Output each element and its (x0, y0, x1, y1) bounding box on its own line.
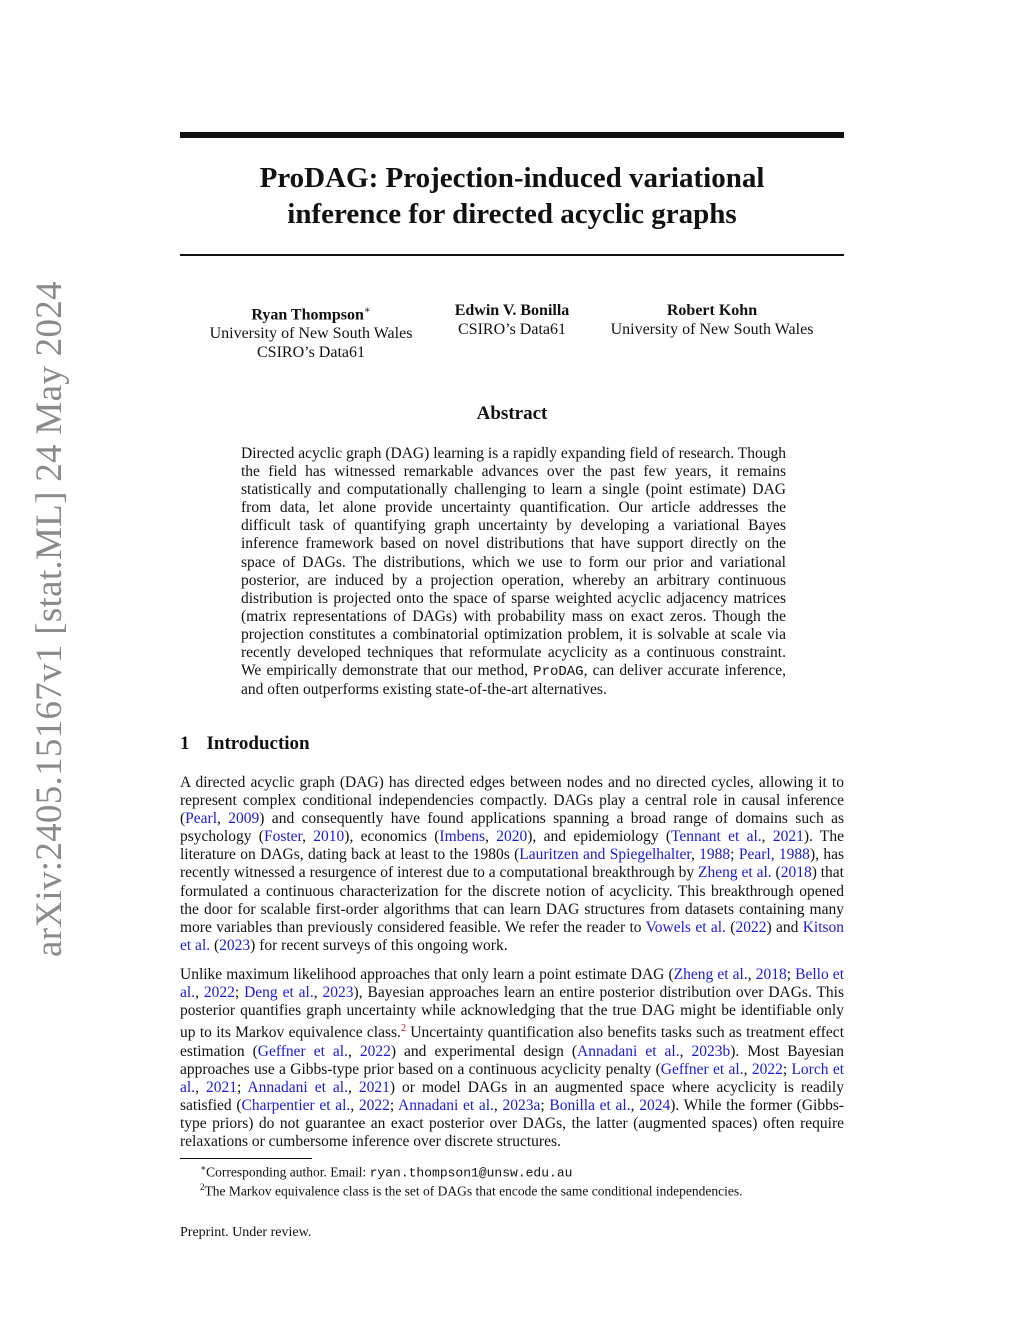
footnote-mark: 2 (200, 1182, 205, 1192)
citation-link[interactable]: 2022 (359, 1042, 391, 1060)
section-number: 1 (180, 733, 190, 754)
method-name: ProDAG (533, 664, 584, 681)
footnote-mark: ∗ (200, 1163, 207, 1173)
citation-link[interactable]: Geffner et al. (660, 1060, 744, 1078)
citation-link[interactable]: 2022 (203, 984, 235, 1002)
citation-link[interactable]: 2021 (205, 1078, 237, 1096)
citation-link[interactable]: Imbens (439, 828, 486, 846)
title-bottom-rule (180, 254, 844, 256)
citation-link[interactable]: 2024 (639, 1096, 671, 1114)
title-line-1: ProDAG: Projection-induced variational (259, 162, 765, 194)
author-name: Robert Kohn (666, 302, 758, 319)
citation-link[interactable]: 2018 (755, 966, 787, 983)
author-block-3 (597, 301, 827, 339)
abstract-heading: Abstract (476, 403, 548, 424)
paper-title (180, 160, 844, 232)
citation-link[interactable]: Pearl, 1988 (738, 846, 810, 864)
author-affiliation: CSIRO’s Data61 (257, 344, 365, 362)
title-top-rule (180, 132, 844, 138)
citation-link[interactable]: 2023b (691, 1042, 731, 1060)
citation-link[interactable]: 2022 (735, 918, 767, 936)
author-block-1 (196, 301, 426, 362)
citation-link[interactable]: Annadani et al. (398, 1096, 494, 1114)
footnote-rule (180, 1158, 312, 1159)
citation-link[interactable]: Bello et al. (180, 966, 844, 1002)
citation-link[interactable]: Lorch et al. (180, 1060, 845, 1096)
intro-paragraph-1: A directed acyclic graph (DAG) has directed edges between nodes and no directed cycles, allowing it to represent complex conditional independencies compactly. DAGs play a central role in causal inference (Pearl, 2009) and consequently have found applications spanning a broad range of domains such as psychology (Foster, 2010), economics (Imbens, 2020), and epidemiology (Tennant et al., 2021). The literature on DAGs, dating back at least to the 1980s (Lauritzen and Spiegelhalter, 1988; Pearl, 1988), has recently witnessed a resurgence of interest due to a computational breakthrough by Zheng et al. (2018) that formulated a continuous characterization for the discrete notion of acyclicity. This breakthrough opened the door for scalable first-order algorithms that can learn DAG structures from datasets containing many more variables than previously considered feasible. We refer the reader to Vowels et al. (2022) and Kitson et al. (2023) for recent surveys of this ongoing work. (180, 774, 845, 954)
citation-link[interactable]: 2022 (751, 1060, 783, 1078)
citation-link[interactable]: 2021 (358, 1078, 390, 1096)
citation-link[interactable]: Kitson et al. (180, 918, 845, 954)
section-heading-introduction (180, 733, 310, 755)
citation-link[interactable]: Vowels et al. (645, 918, 726, 936)
citation-link[interactable]: 1988 (699, 846, 731, 864)
arxiv-identifier-stamp: arXiv:2405.15167v1 [stat.ML] 24 May 2024 (29, 281, 70, 957)
footnote-1: ∗Corresponding author. Email: ryan.thompson1@unsw.edu.au (200, 1163, 573, 1181)
citation-link[interactable]: Annadani et al. (247, 1078, 348, 1096)
intro-paragraph-2: Unlike maximum likelihood approaches that only learn a point estimate DAG (Zheng et al., 2018; Bello et al., 2022; Deng et al., 2023), Bayesian approaches learn an entire posterior distribution over DAGs. This posterior quantifies graph uncertainty while acknowledging that the true DAG might be identifiable only up to its Markov equivalence class.$^2$ Uncertainty quantification also benefits tasks such as treatment effect estimation (Geffner et al., 2022) and experimental design (Annadani et al., 2023b). Most Bayesian approaches use a Gibbs-type prior based on a continuous acyclicity penalty (Geffner et al., 2022; Lorch et al., 2021; Annadani et al., 2021) or model DAGs in an augmented space where acyclicity is readily satisfied (Charpentier et al., 2022; Annadani et al., 2023a; Bonilla et al., 2024). While the former (Gibbs-type priors) do not guarantee an exact posterior over DAGs, the latter (augmented spaces) often require relaxations or cumbersome inference over discrete structures. (180, 966, 845, 1150)
citation-link[interactable]: Zheng et al. (673, 966, 748, 983)
citation-link[interactable]: Pearl (185, 810, 218, 828)
citation-link[interactable]: Tennant et al. (671, 828, 762, 846)
section-title: Introduction (206, 733, 310, 754)
citation-link[interactable]: 2018 (780, 864, 812, 882)
citation-link[interactable]: Annadani et al. (577, 1042, 680, 1060)
title-line-2: inference for directed acyclic graphs (287, 198, 737, 230)
citation-link[interactable]: Charpentier et al. (241, 1096, 351, 1114)
author-name: Ryan Thompson∗ (251, 305, 371, 324)
citation-link[interactable]: 2023 (219, 936, 251, 954)
citation-link[interactable]: Deng et al. (244, 984, 314, 1002)
citation-link[interactable]: Bonilla et al. (549, 1096, 631, 1114)
author-affiliation: University of New South Wales (610, 321, 814, 338)
author-affiliation: CSIRO’s Data61 (458, 321, 566, 338)
citation-link[interactable]: 2022 (358, 1096, 390, 1114)
footnote-marker-link[interactable]: 2 (400, 1023, 406, 1035)
citation-link[interactable]: 2023a (502, 1096, 541, 1114)
citation-link[interactable]: 2023 (322, 984, 354, 1002)
author-name: Edwin V. Bonilla (454, 302, 570, 319)
citation-link[interactable]: Lauritzen and Spiegelhalter (519, 846, 691, 864)
citation-link[interactable]: Zheng et al. (698, 864, 772, 882)
author-affiliation: University of New South Wales (209, 325, 413, 343)
abstract-body: Directed acyclic graph (DAG) learning is a rapidly expanding field of research. Though the field has witnessed remarkable advances over the past few years, it remains statistically and computationally challenging to learn a single (point estimate) DAG from data, let alone provide uncertainty quantification. Our article addresses the difficult task of quantifying graph uncertainty by developing a variational Bayes inference framework based on novel distributions that have support directly on the space of DAGs. The distributions, which we use to form our prior and variational posterior, are induced by a projection operation, whereby an arbitrary continuous distribution is projected onto the space of sparse weighted acyclic adjacency matrices (matrix representations of DAGs) with probability mass on exact zeros. Though the projection constitutes a combinatorial optimization problem, it is solvable at scale via recently developed techniques that reformulate acyclicity as a continuous constraint. We empirically demonstrate that our method, ProDAG, can deliver accurate inference, and often outperforms existing state-of-the-art alternatives. (241, 445, 787, 699)
citation-link[interactable]: Geffner et al. (257, 1042, 348, 1060)
preprint-footer: Preprint. Under review. (180, 1225, 312, 1240)
author-block-2 (436, 301, 588, 339)
author-email[interactable]: ryan.thompson1@unsw.edu.au (369, 1165, 573, 1181)
citation-link[interactable]: Foster (263, 828, 303, 846)
footnote-2: $^2$The Markov equivalence class is the set of DAGs that encode the same conditional independencies. (200, 1182, 743, 1199)
citation-link[interactable]: 2009 (228, 810, 260, 828)
citation-link[interactable]: 2020 (496, 828, 528, 846)
citation-link[interactable]: 2021 (772, 828, 804, 846)
citation-link[interactable]: 2010 (313, 828, 345, 846)
